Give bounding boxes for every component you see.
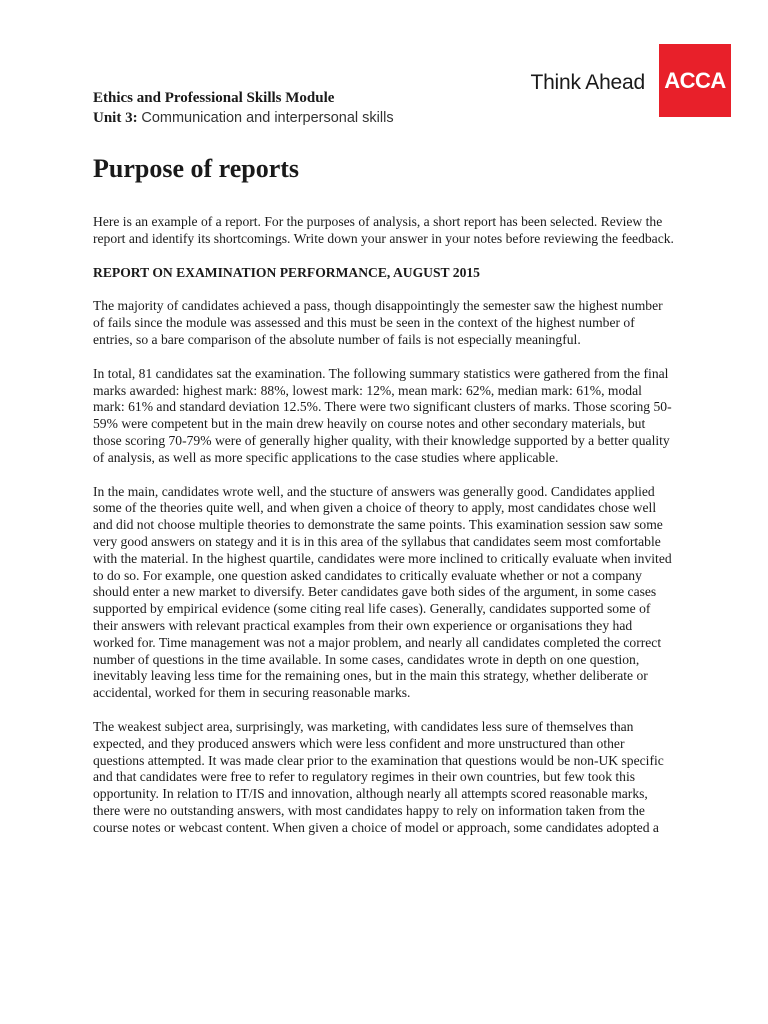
module-title: Ethics and Professional Skills Module [93, 90, 335, 106]
report-paragraph: The weakest subject area, surprisingly, was marketing, with candidates less sure of themselves than expected, and they produced answers which were less confident and more unstructured than other questions attempted. It was made clear prior to the examination that questions would be non-UK specific and that candidates were free to refer to regulatory regimes in their own countries, but few took this opportunity. In relation to IT/IS and innovation, although nearly all attempts scored reasonable marks, there were no outstanding answers, with most candidates happy to rely on information taken from the course notes or webcast content. When given a choice of model or approach, some candidates adopted a [93, 718, 664, 835]
report-paragraph: In the main, candidates wrote well, and the stucture of answers was generally good. Candidates applied some of the theories quite well, and when given a choice of theory to apply, most candidates chose well and did not choose multiple theories to demonstrate the same points. This examination session saw some very good answers on stategy and it is in this area of the syllabus that candidates seem most comfortable with the material. In the highest quartile, candidates were more inclined to critically evaluate when invited to do so. For example, one question asked candidates to critically evaluate whether or not a company should enter a new market to diversify. Beter candidates gave both sides of the argument, in some cases supported by empirical evidence (some citing real life cases). Generally, candidates supported some of their answers with relevant practical examples from their own experience or organisations they had worked for. Time management was not a major problem, and nearly all candidates completed the correct number of questions in the time available. In some cases, candidates wrote in depth on one question, inevitably leaving less time for the remaining ones, but in the main this strategy, whether deliberate or accidental, worked for them in securing reasonable marks. [93, 483, 672, 701]
document-header [93, 88, 394, 128]
report-heading: REPORT ON EXAMINATION PERFORMANCE, AUGUST 2015 [93, 264, 480, 280]
unit-line [93, 108, 394, 128]
acca-logo [530, 44, 731, 117]
document-body [93, 214, 675, 854]
acca-brand-mark: ACCA [659, 44, 731, 117]
report-paragraph: The majority of candidates achieved a pass, though disappointingly the semester saw the highest number of fails since the module was assessed and this must be seen in the context of the highest number of entries, so a bare comparison of the absolute number of fails is not especially meaningful. [93, 298, 663, 347]
logo-tagline: Think Ahead [530, 71, 645, 94]
unit-prefix: Unit 3: [93, 110, 138, 126]
intro-paragraph: Here is an example of a report. For the purposes of analysis, a short report has been selected. Review the report and identify its shortcomings. Write down your answer in your notes before reviewing the feedback. [93, 214, 674, 246]
unit-title: Communication and interpersonal skills [141, 110, 394, 126]
report-paragraph: In total, 81 candidates sat the examination. The following summary statistics were gathered from the final marks awarded: highest mark: 88%, lowest mark: 12%, mean mark: 62%, median mark: 61%, modal mark: 61% and standard deviation 12.5%. There were two significant clusters of marks. Those scoring 50-59% were competent but in the main drew heavily on course notes and other secondary materials, but those scoring 70-79% were of generally higher quality, with their knowledge supported by a better quality of analysis, as well as more specific applications to the case studies where applicable. [93, 365, 672, 465]
page-title: Purpose of reports [93, 154, 300, 183]
